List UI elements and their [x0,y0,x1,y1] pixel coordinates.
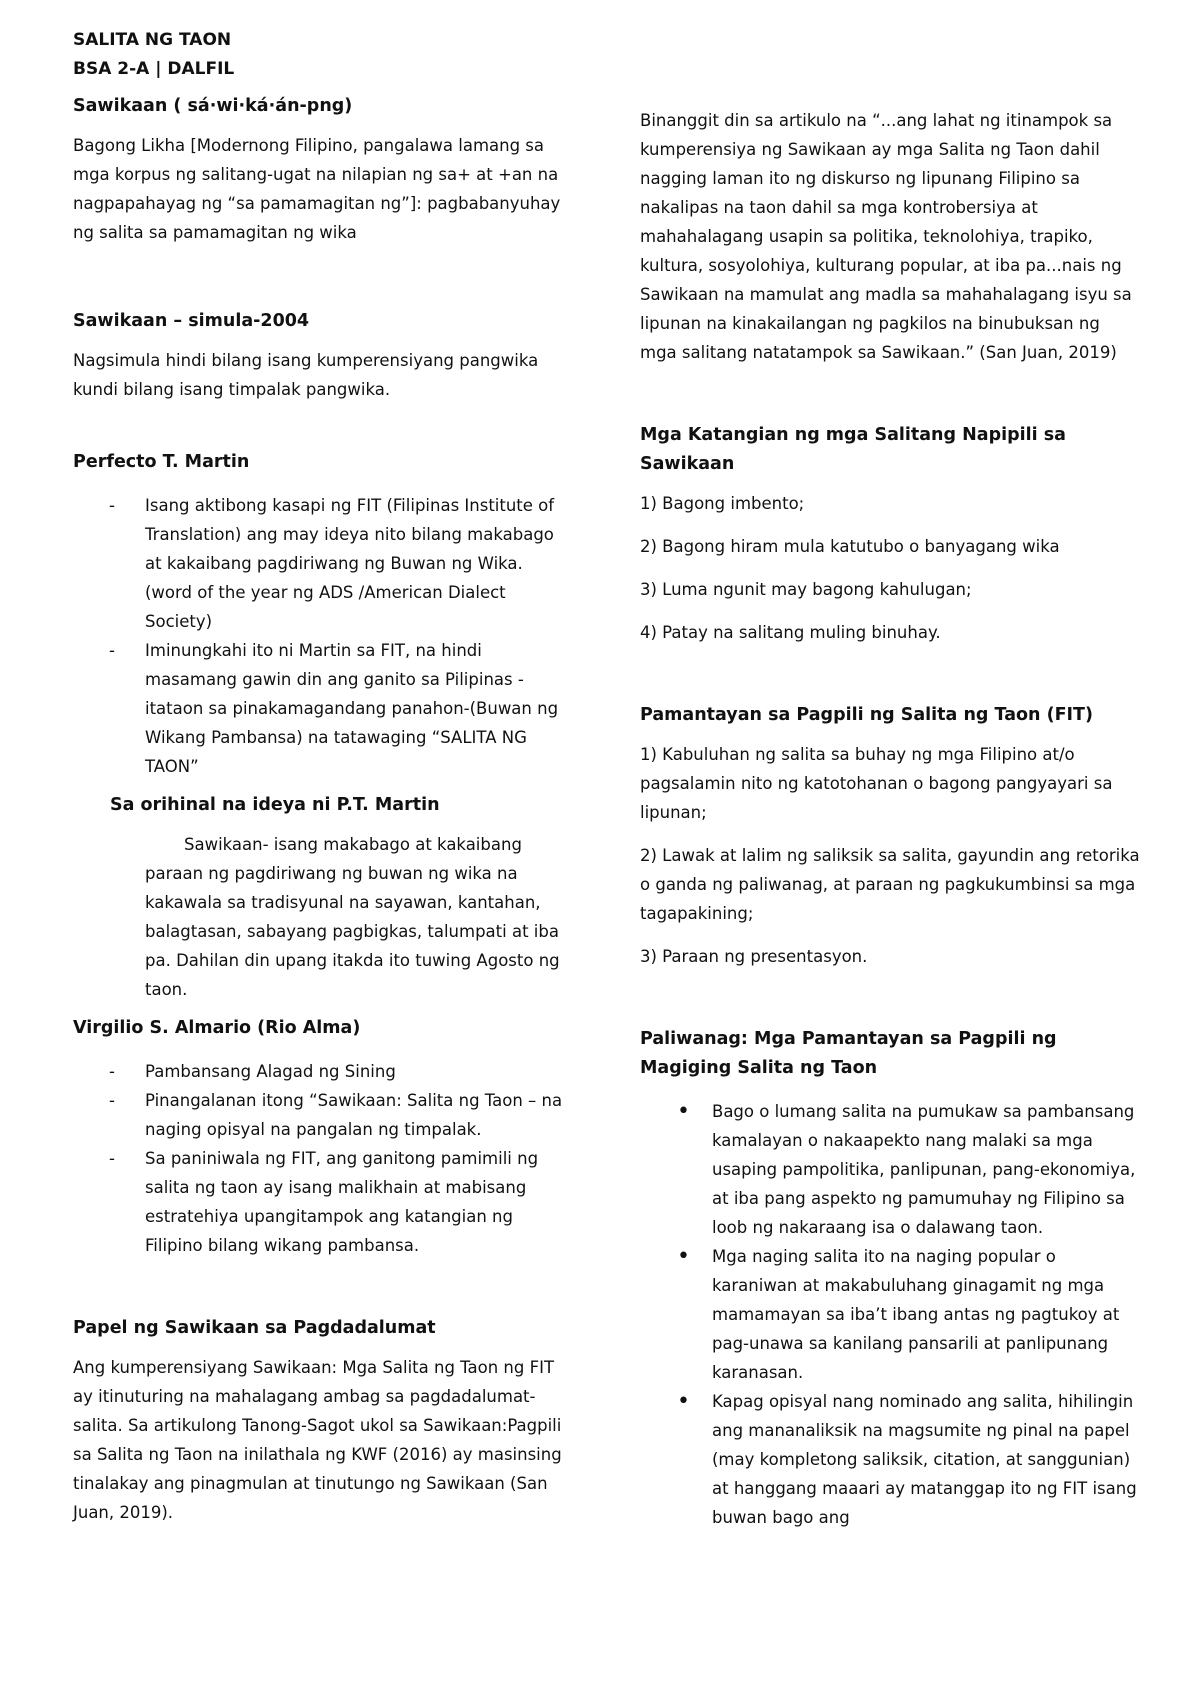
heading-sawikaan-simula: Sawikaan – simula-2004 [73,311,310,331]
paragraph-kumperensiyang-sawikaan: Ang kumperensiyang Sawikaan: Mga Salita ng Taon ng FIT ay itinuturing na mahalagang ambag sa pagdadalumat-salita. Sa artikulong Tanong-Sagot ukol sa Sawikaan:Pagpili sa Salita ng Taon na inilathala ng KWF (2016) ay masinsing tinalakay ang pinagmulan at tinutungo ng Sawikaan (San Juan, 2019). [73,1358,562,1522]
pamantayan-item: 3) Paraan ng presentasyon. [640,947,868,966]
heading-sawikaan-definition: Sawikaan ( sá·wi·ká·án-png) [73,96,353,116]
paliwanag-list [640,1097,1140,1532]
katangian-item: 3) Luma ngunit may bagong kahulugan; [640,580,972,599]
heading-orihinal-na-ideya: Sa orihinal na ideya ni P.T. Martin [110,795,440,815]
pamantayan-item: 2) Lawak at lalim ng saliksik sa salita, gayundin ang retorika o ganda ng paliwanag, at paraan ng pagkukumbinsi sa mga tagapakining; [640,846,1140,923]
katangian-item: 2) Bagong hiram mula katutubo o banyagang wika [640,537,1060,556]
right-column [640,106,1140,1532]
document-header [73,26,234,84]
heading-paliwanag: Paliwanag: Mga Pamantayan sa Pagpili ng Magiging Salita ng Taon [640,1029,1057,1078]
heading-pamantayan: Pamantayan sa Pagpili ng Salita ng Taon (FIT) [640,705,1093,725]
heading-mga-katangian: Mga Katangian ng mga Salitang Napipili sa Sawikaan [640,425,1066,474]
document-subtitle: BSA 2-A | DALFIL [73,59,235,79]
left-column [73,92,573,1527]
list-item: - Pambansang Alagad ng Sining [73,1057,573,1086]
paragraph-binanggit: Binanggit din sa artikulo na “...ang lahat ng itinampok sa kumperensiya ng Sawikaan ay mga Salita ng Taon dahil nagging laman ito ng diskurso ng lipunang Filipino sa nakalipas na taon dahil sa mga kontrobersiya at mahahalagang usapin sa politika, teknolohiya, trapiko, kultura, sosyolohiya, kulturang popular, at iba pa...nais ng Sawikaan na mamulat ang madla sa mahahalagang isyu sa lipunan na kinakailangan ng pagkilos na binubuksan ng mga salitang natatampok sa Sawikaan.” (San Juan, 2019) [640,111,1132,362]
list-item: • Kapag opisyal nang nominado ang salita, hihilingin ang mananaliksik na magsumite ng pinal na papel (may kompletong saliksik, citation, at sanggunian) at hanggang maaari ay matanggap ito ng FIT isang buwan bago ang [640,1387,1140,1532]
almario-list [73,1057,573,1260]
katangian-item: 4) Patay na salitang muling binuhay. [640,623,941,642]
list-item: - Iminungkahi ito ni Martin sa FIT, na hindi masamang gawin din ang ganito sa Pilipinas - itataon sa pinakamagandang panahon-(Buwan ng Wikang Pambansa) na tatawaging “SALITA NG TAON” [73,636,573,781]
heading-perfecto-martin: Perfecto T. Martin [73,452,250,472]
paragraph-nagsimula: Nagsimula hindi bilang isang kumperensiyang pangwika kundi bilang isang timpalak pangwika. [73,351,539,399]
list-item: - Pinangalanan itong “Sawikaan: Salita ng Taon – na naging opisyal na pangalan ng timpalak. [73,1086,573,1144]
list-item: - Sa paniniwala ng FIT, ang ganitong pamimili ng salita ng taon ay isang malikhain at mabisang estratehiya upangitampok ang katangian ng Filipino bilang wikang pambansa. [73,1144,573,1260]
heading-papel-ng-sawikaan: Papel ng Sawikaan sa Pagdadalumat [73,1318,436,1338]
list-item: • Bago o lumang salita na pumukaw sa pambansang kamalayan o nakaapekto nang malaki sa mga usaping pampolitika, panlipunan, pang-ekonomiya, at iba pang aspekto ng pamumuhay ng Filipino sa loob ng nakaraang isa o dalawang taon. [640,1097,1140,1242]
paragraph-bagong-likha: Bagong Likha [Modernong Filipino, pangalawa lamang sa mga korpus ng salitang-ugat na nilapian ng sa+ at +an na nagpapahayag ng “sa pamamagitan ng”]: pagbabanyuhay ng salita sa pamamagitan ng wika [73,136,561,242]
list-item: - Isang aktibong kasapi ng FIT (Filipinas Institute of Translation) ang may ideya nito bilang makabago at kakaibang pagdiriwang ng Buwan ng Wika. (word of the year ng ADS /American Dialect Society) [73,491,573,636]
heading-virgilio-almario: Virgilio S. Almario (Rio Alma) [73,1018,361,1038]
pamantayan-item: 1) Kabuluhan ng salita sa buhay ng mga Filipino at/o pagsalamin nito ng katotohanan o bagong pangyayari sa lipunan; [640,745,1113,822]
list-item: • Mga naging salita ito na naging popular o karaniwan at makabuluhang ginagamit ng mga mamamayan sa iba’t ibang antas ng pagtukoy at pag-unawa sa kanilang pansarili at panlipunang karanasan. [640,1242,1140,1387]
martin-list [73,491,573,781]
document-title: SALITA NG TAON [73,30,232,50]
paragraph-sawikaan-makabago: Sawikaan- isang makabago at kakaibang paraan ng pagdiriwang ng buwan ng wika na kakawala sa tradisyunal na sayawan, kantahan, balagtasan, sabayang pagbigkas, talumpati at iba pa. Dahilan din upang itakda ito tuwing Agosto ng taon. [145,835,560,999]
katangian-item: 1) Bagong imbento; [640,494,805,513]
